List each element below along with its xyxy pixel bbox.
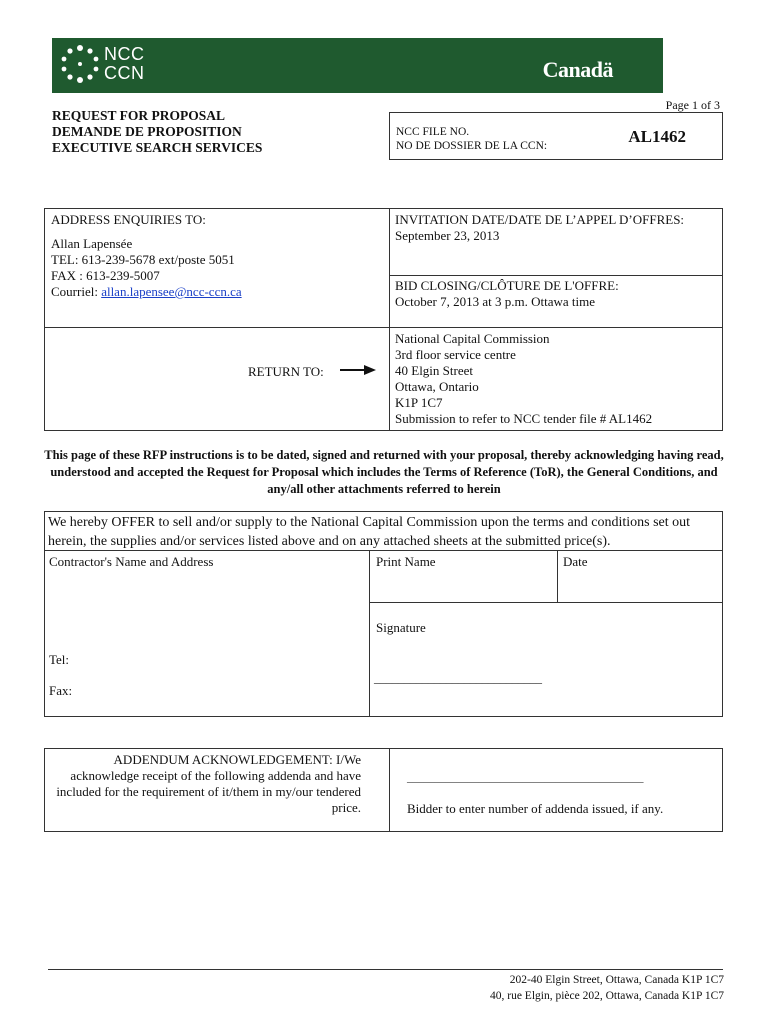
file-number: AL1462: [628, 127, 686, 146]
return-line-6: Submission to refer to NCC tender file # AL1462: [395, 411, 653, 426]
contact-fax: FAX : 613-239-5007: [51, 268, 160, 283]
return-instructions: This page of these RFP instructions is to be dated, signed and returned with your proposal, thereby acknowledging having read, understood and accepted the Request for Proposal which includes the Terms of Reference (ToR), the General Conditions, and any/all other attachments referred to herein: [44, 448, 724, 496]
footer-address-en: 202-40 Elgin Street, Ottawa, Canada K1P 1C7: [509, 974, 724, 986]
canada-wordmark: Canadä: [542, 57, 613, 82]
return-line-3: 40 Elgin Street: [395, 363, 473, 378]
org-name-fr: CCN: [104, 63, 145, 83]
return-line-5: K1P 1C7: [395, 395, 443, 410]
ncc-logo-icon: [58, 42, 102, 86]
contact-email-row: [51, 284, 242, 300]
file-label-fr: NO DE DOSSIER DE LA CCN:: [396, 140, 548, 152]
bid-closing-label: BID CLOSING/CLÔTURE DE L'OFFRE:: [395, 278, 619, 293]
page-number: Page 1 of 3: [665, 98, 720, 112]
addenda-note: Bidder to enter number of addenda issued, if any.: [407, 801, 664, 816]
contractor-label: Contractor's Name and Address: [49, 554, 214, 569]
email-link[interactable]: allan.lapensee@ncc-ccn.ca: [101, 284, 242, 299]
addendum-text: ADDENDUM ACKNOWLEDGEMENT: I/We acknowledge receipt of the following addenda and have included for the requirement of it/them in my/our tendered price.: [56, 752, 361, 815]
file-number-label: [396, 125, 547, 153]
return-line-2: 3rd floor service centre: [395, 347, 516, 362]
return-line-1: National Capital Commission: [395, 331, 550, 346]
tel-label: Tel:: [49, 652, 70, 667]
return-to-label: RETURN TO:: [248, 364, 324, 379]
offer-text: We hereby OFFER to sell and/or supply to the National Capital Commission upon the terms and conditions set out herein, the supplies and/or services listed above and on any attached sheets at the submitted price(s).: [48, 515, 691, 549]
header-banner: [52, 38, 663, 93]
file-number-box: [389, 112, 723, 160]
invitation-value: September 23, 2013: [395, 228, 500, 243]
title-line-2: DEMANDE DE PROPOSITION: [52, 124, 242, 139]
title-line-3: EXECUTIVE SEARCH SERVICES: [52, 140, 263, 155]
org-name-en: NCC: [104, 44, 145, 64]
fax-label: Fax:: [49, 683, 73, 698]
signature-label: Signature: [376, 620, 426, 635]
signature-line: ____________________________: [374, 671, 542, 685]
file-label-en: NCC FILE NO.: [396, 126, 470, 138]
title-line-1: REQUEST FOR PROPOSAL: [52, 108, 226, 123]
address-enquiries-label: ADDRESS ENQUIRIES TO:: [51, 212, 206, 227]
footer-address: [490, 972, 724, 1004]
footer-address-fr: 40, rue Elgin, pièce 202, Ottawa, Canada K1P 1C7: [490, 990, 724, 1002]
contact-tel: TEL: 613-239-5678 ext/poste 5051: [51, 252, 235, 267]
arrow-right-icon: [338, 364, 378, 376]
date-label: Date: [563, 554, 588, 569]
contact-name: Allan Lapensée: [51, 236, 133, 251]
contact-details: [51, 236, 242, 300]
org-name: [104, 45, 145, 83]
invitation-date: [395, 212, 684, 244]
footer-divider: [48, 969, 723, 970]
document-title: [52, 108, 262, 156]
addenda-blank-line: ___________________________________________: [407, 772, 644, 784]
addenda-number-field[interactable]: [389, 748, 723, 832]
return-line-4: Ottawa, Ontario: [395, 379, 479, 394]
invitation-label: INVITATION DATE/DATE DE L’APPEL D’OFFRES:: [395, 212, 685, 227]
email-label: Courriel:: [51, 284, 102, 299]
print-name-label: Print Name: [376, 554, 436, 569]
bid-closing: [395, 278, 619, 310]
bid-closing-value: October 7, 2013 at 3 p.m. Ottawa time: [395, 294, 596, 309]
return-to-box: [44, 327, 390, 431]
contractor-box: [44, 550, 370, 717]
return-address: [395, 331, 652, 427]
